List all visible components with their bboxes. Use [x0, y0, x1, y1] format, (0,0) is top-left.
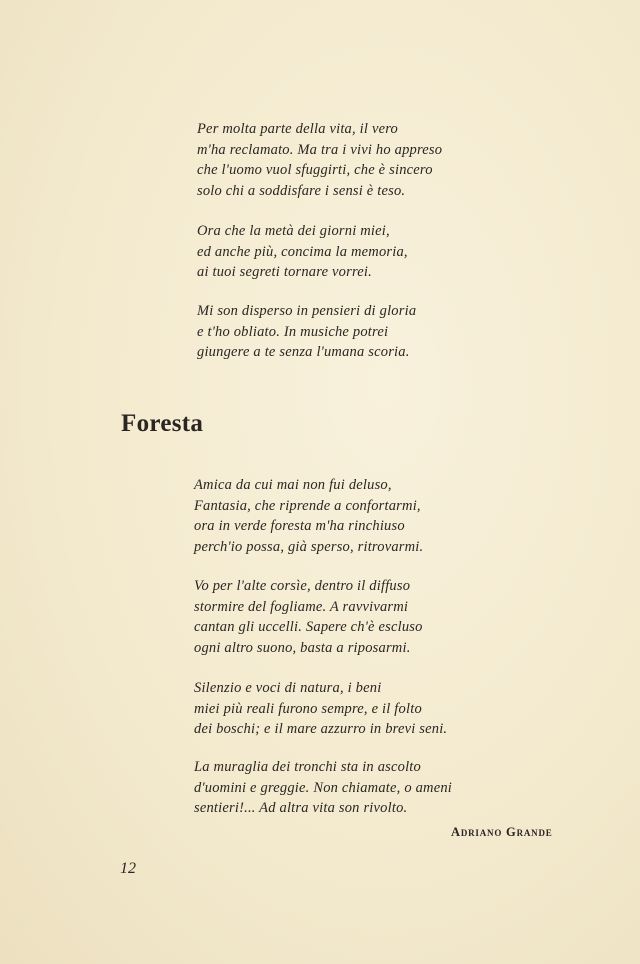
verse-line: e t'ho obliato. In musiche potrei — [197, 323, 389, 340]
verse-line: Ora che la metà dei giorni miei, — [197, 223, 390, 239]
verse-line: Vo per l'alte corsìe, dentro il diffuso — [194, 578, 411, 594]
verse-line: stormire del fogliame. A ravvivarmi — [194, 598, 409, 615]
verse-line: Silenzio e voci di natura, i beni — [194, 680, 382, 696]
verse-line: ed anche più, concima la memoria, — [197, 243, 408, 260]
verse-line: sentieri!... Ad altra vita son rivolto. — [194, 800, 408, 816]
verse-line: perch'io possa, già sperso, ritrovarmi. — [194, 538, 424, 555]
verse-line: Per molta parte della vita, il vero — [197, 121, 398, 137]
poem1-stanza-3 — [197, 301, 416, 363]
poem1-stanza-2 — [197, 221, 408, 283]
verse-line: dei boschi; e il mare azzurro in brevi seni. — [194, 721, 448, 737]
verse-line: Amica da cui mai non fui deluso, — [194, 477, 392, 493]
verse-line: giungere a te senza l'umana scoria. — [197, 344, 410, 360]
poem2-stanza-4 — [194, 757, 452, 819]
poem2-stanza-2 — [194, 576, 423, 658]
poem-title: Foresta — [121, 410, 204, 437]
poem2-stanza-3 — [194, 678, 447, 740]
verse-line: Fantasia, che riprende a confortarmi, — [194, 497, 421, 514]
verse-line: miei più reali furono sempre, e il folto — [194, 700, 422, 717]
verse-line: d'uomini e greggie. Non chiamate, o ameni — [194, 779, 453, 796]
verse-line: m'ha reclamato. Ma tra i vivi ho appreso — [197, 141, 443, 158]
author-signature: Adriano Grande — [451, 825, 553, 839]
verse-line: ai tuoi segreti tornare vorrei. — [197, 264, 372, 280]
poem1-stanza-1 — [197, 119, 442, 201]
poem2-stanza-1 — [194, 475, 423, 557]
verse-line: ogni altro suono, basta a riposarmi. — [194, 639, 411, 656]
verse-line: Mi son disperso in pensieri di gloria — [197, 303, 417, 319]
verse-line: cantan gli uccelli. Sapere ch'è escluso — [194, 619, 423, 635]
page-number: 12 — [120, 860, 136, 877]
verse-line: ora in verde foresta m'ha rinchiuso — [194, 518, 405, 534]
verse-line: che l'uomo vuol sfuggirti, che è sincero — [197, 162, 433, 178]
verse-line: solo chi a soddisfare i sensi è teso. — [197, 182, 406, 199]
verse-line: La muraglia dei tronchi sta in ascolto — [194, 759, 421, 775]
